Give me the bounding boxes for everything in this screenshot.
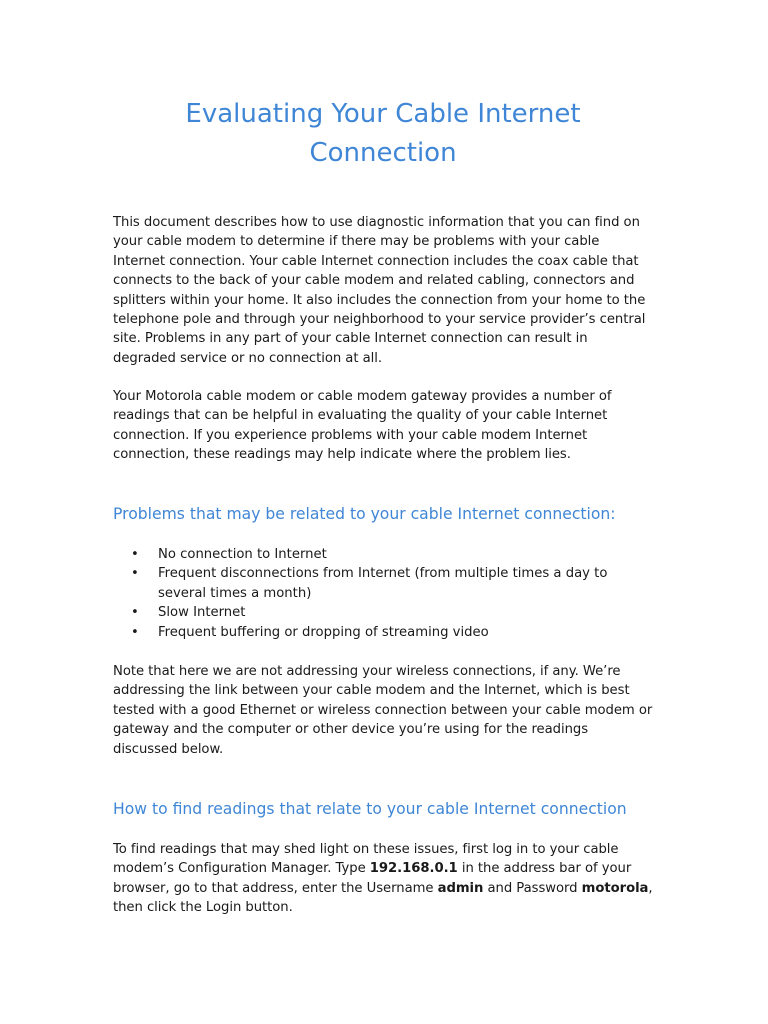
intro-paragraph-2: Your Motorola cable modem or cable modem gateway provides a number of readings that can be helpful in evaluating the quality of your cable Internet connection. If you experience problems with your cable modem Internet connection, these readings may help indicate where the problem lies. — [113, 389, 612, 463]
login-text-2: in the address bar of your browser, go to that address, enter the Username — [113, 861, 632, 896]
list-item-text: No connection to Internet — [158, 547, 327, 562]
document-title-line-2: Connection — [309, 138, 457, 168]
bullet-icon: • — [131, 547, 139, 562]
wireless-note-paragraph: Note that here we are not addressing your wireless connections, if any. We’re addressing the link between your cable modem and the Internet, which is best tested with a good Ethernet or wireless connection between your cable modem or gateway and the computer or other device you’re using for the readings discussed below. — [113, 664, 653, 757]
list-item — [113, 564, 653, 603]
login-text-1: To find readings that may shed light on these issues, first log in to your cable modem’s Configuration Manager. Type — [113, 842, 619, 877]
bullet-icon: • — [131, 605, 139, 621]
list-item — [113, 545, 653, 564]
document-title-line-1: Evaluating Your Cable Internet — [185, 99, 581, 129]
problems-heading: Problems that may be related to your cable Internet connection: — [113, 505, 616, 523]
problems-list — [113, 545, 653, 642]
list-item-text: Frequent buffering or dropping of streaming video — [158, 624, 489, 640]
password-value: motorola — [581, 880, 649, 896]
login-text-3: and Password — [483, 880, 582, 896]
login-text-4: , then click the Login button. — [113, 880, 653, 916]
list-item — [113, 603, 653, 622]
list-item — [113, 623, 653, 642]
bullet-icon: • — [131, 566, 139, 582]
bullet-icon: • — [131, 624, 139, 640]
ip-address: 192.168.0.1 — [369, 861, 458, 877]
login-instructions-paragraph — [113, 840, 653, 918]
readings-heading: How to find readings that relate to your cable Internet connection — [113, 800, 627, 818]
list-item-text: Frequent disconnections from Internet (from multiple times a day to several times a month) — [158, 566, 608, 601]
username-value: admin — [437, 880, 484, 896]
list-item-text: Slow Internet — [158, 605, 246, 621]
document-title — [103, 95, 663, 173]
intro-paragraph-1: This document describes how to use diagnostic information that you can find on your cable modem to determine if there may be problems with your cable Internet connection. Your cable Internet connection includes the coax cable that connects to the back of your cable modem and related cabling, connectors and splitters within your home. It also includes the connection from your home to the telephone pole and through your neighborhood to your service provider’s central site. Problems in any part of your cable Internet connection can result in degraded service or no connection at all. — [113, 215, 646, 366]
